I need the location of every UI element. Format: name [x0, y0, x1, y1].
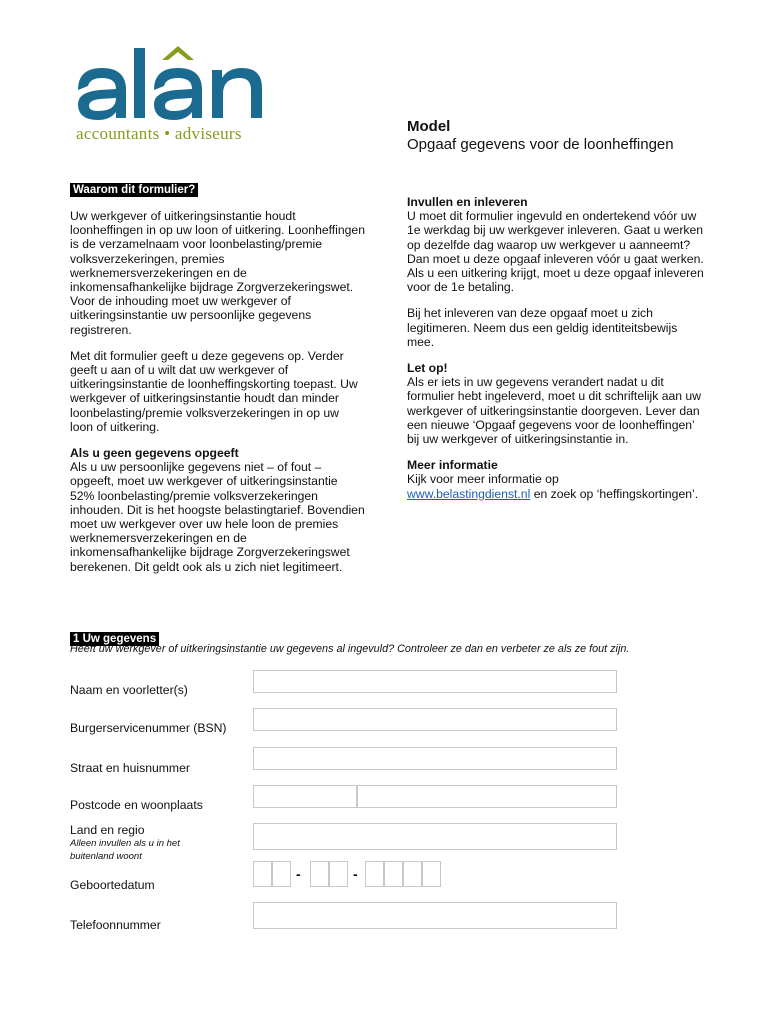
attention-heading: Let op! [407, 361, 448, 376]
id-text: Bij het inleveren van deze opgaaf moet u zich legitimeren. Neem dus een geldig identiteitsbewijs mee. [407, 306, 678, 349]
country-note: Alleen invullen als u in het buitenland woont [70, 838, 180, 862]
alan-logo-mark [70, 42, 310, 124]
city-input[interactable] [357, 785, 617, 808]
date-separator-1: - [296, 866, 301, 882]
street-label: Straat en huisnummer [70, 761, 190, 775]
birth-month-digit-2[interactable] [329, 861, 348, 887]
more-info-prefix: Kijk voor meer informatie op [407, 472, 559, 487]
postcode-label: Postcode en woonplaats [70, 798, 203, 812]
attention-text: Als er iets in uw gegevens verandert nadat u dit formulier hebt ingeleverd, moet u dit schriftelijk aan uw werkgever of uitkeringsinstantie doorgeven. Lever dan een nieuwe ‘Opgaaf gegevens voor de loonheffingen’ bij uw werkgever of uitkeringsinstantie in. [407, 375, 701, 447]
company-logo [70, 42, 310, 152]
more-info-suffix: en zoek op ‘heffingskortingen’. [533, 486, 699, 501]
birth-year-digit-3[interactable] [403, 861, 422, 887]
no-data-text: Als u uw persoonlijke gegevens niet – of fout – opgeeft, moet uw werkgever of uitkeringsinstantie 52% loonbelasting/premie volksverzekeringen inhouden. Dit is het hoogste belastingtarief. Bovendien moet uw werkgever over uw hele loon de premies werknemersverzekeringen en de inkomensafhankelijke bijdrage Zorgverzekeringswet berekenen. Dit geldt ook als u zich niet legitimeert. [70, 460, 365, 574]
birth-year-digit-1[interactable] [365, 861, 384, 887]
section-1-label: 1 Uw gegevens [70, 632, 159, 646]
more-info-heading: Meer informatie [407, 458, 498, 473]
why-text: Uw werkgever of uitkeringsinstantie houdt loonheffingen in op uw loon of uitkering. Loonheffingen is de verzamelnaam voor loonbelasting/premie volksverzekeringen, premies werknemersverzekeringen en de inkomensafhankelijke bijdrage Zorgverzekeringswet. Voor de inhouding moet uw werkgever of uitkeringsinstantie uw persoonlijke gegevens registreren. [70, 209, 365, 337]
right-column [407, 195, 707, 501]
logo-tagline: accountants • adviseurs [76, 124, 242, 143]
birth-day-digit-1[interactable] [253, 861, 272, 887]
birthdate-label: Geboortedatum [70, 878, 155, 892]
birth-month-digit-1[interactable] [310, 861, 329, 887]
info-text: Met dit formulier geeft u deze gegevens op. Verder geeft u aan of u wilt dat uw werkgever of uitkeringsinstantie de loonheffingskorting toepast. Uw werkgever of uitkeringsinstantie houdt dan minder loonbelasting/premie volksverzekeringen in op uw loon of uitkering. [70, 348, 358, 434]
date-separator-2: - [353, 866, 358, 882]
form-model-label: Model [407, 118, 451, 135]
street-input[interactable] [253, 747, 617, 770]
country-label: Land en regio [70, 823, 145, 837]
left-column [70, 182, 365, 574]
form-title: Opgaaf gegevens voor de loonheffingen [407, 136, 674, 153]
name-label: Naam en voorletter(s) [70, 683, 188, 697]
phone-input[interactable] [253, 902, 617, 929]
submit-text: U moet dit formulier ingevuld en ondertekend vóór uw 1e werkdag bij uw werkgever inleveren. Gaat u werken op dezelfde dag waarop uw werkgever u aanneemt? Dan moet u deze opgaaf inleveren vóór u gaat werken. Als u een uitkering krijgt, moet u deze opgaaf inleveren voor de 1e betaling. [407, 209, 704, 295]
bsn-label: Burgerservicenummer (BSN) [70, 721, 227, 735]
more-info-text [407, 472, 707, 500]
country-input[interactable] [253, 823, 617, 850]
no-data-heading: Als u geen gegevens opgeeft [70, 446, 239, 461]
postcode-input[interactable] [253, 785, 357, 808]
birth-day-digit-2[interactable] [272, 861, 291, 887]
birth-year-digit-2[interactable] [384, 861, 403, 887]
bsn-input[interactable] [253, 708, 617, 731]
section-1-intro: Heeft uw werkgever of uitkeringsinstantie uw gegevens al ingevuld? Controleer ze dan en verbeter ze als ze fout zijn. [70, 643, 630, 655]
submit-heading: Invullen en inleveren [407, 195, 528, 209]
phone-label: Telefoonnummer [70, 918, 161, 932]
name-input[interactable] [253, 670, 617, 693]
birth-year-digit-4[interactable] [422, 861, 441, 887]
belastingdienst-link[interactable]: www.belastingdienst.nl [407, 486, 531, 501]
why-label: Waarom dit formulier? [70, 183, 198, 197]
